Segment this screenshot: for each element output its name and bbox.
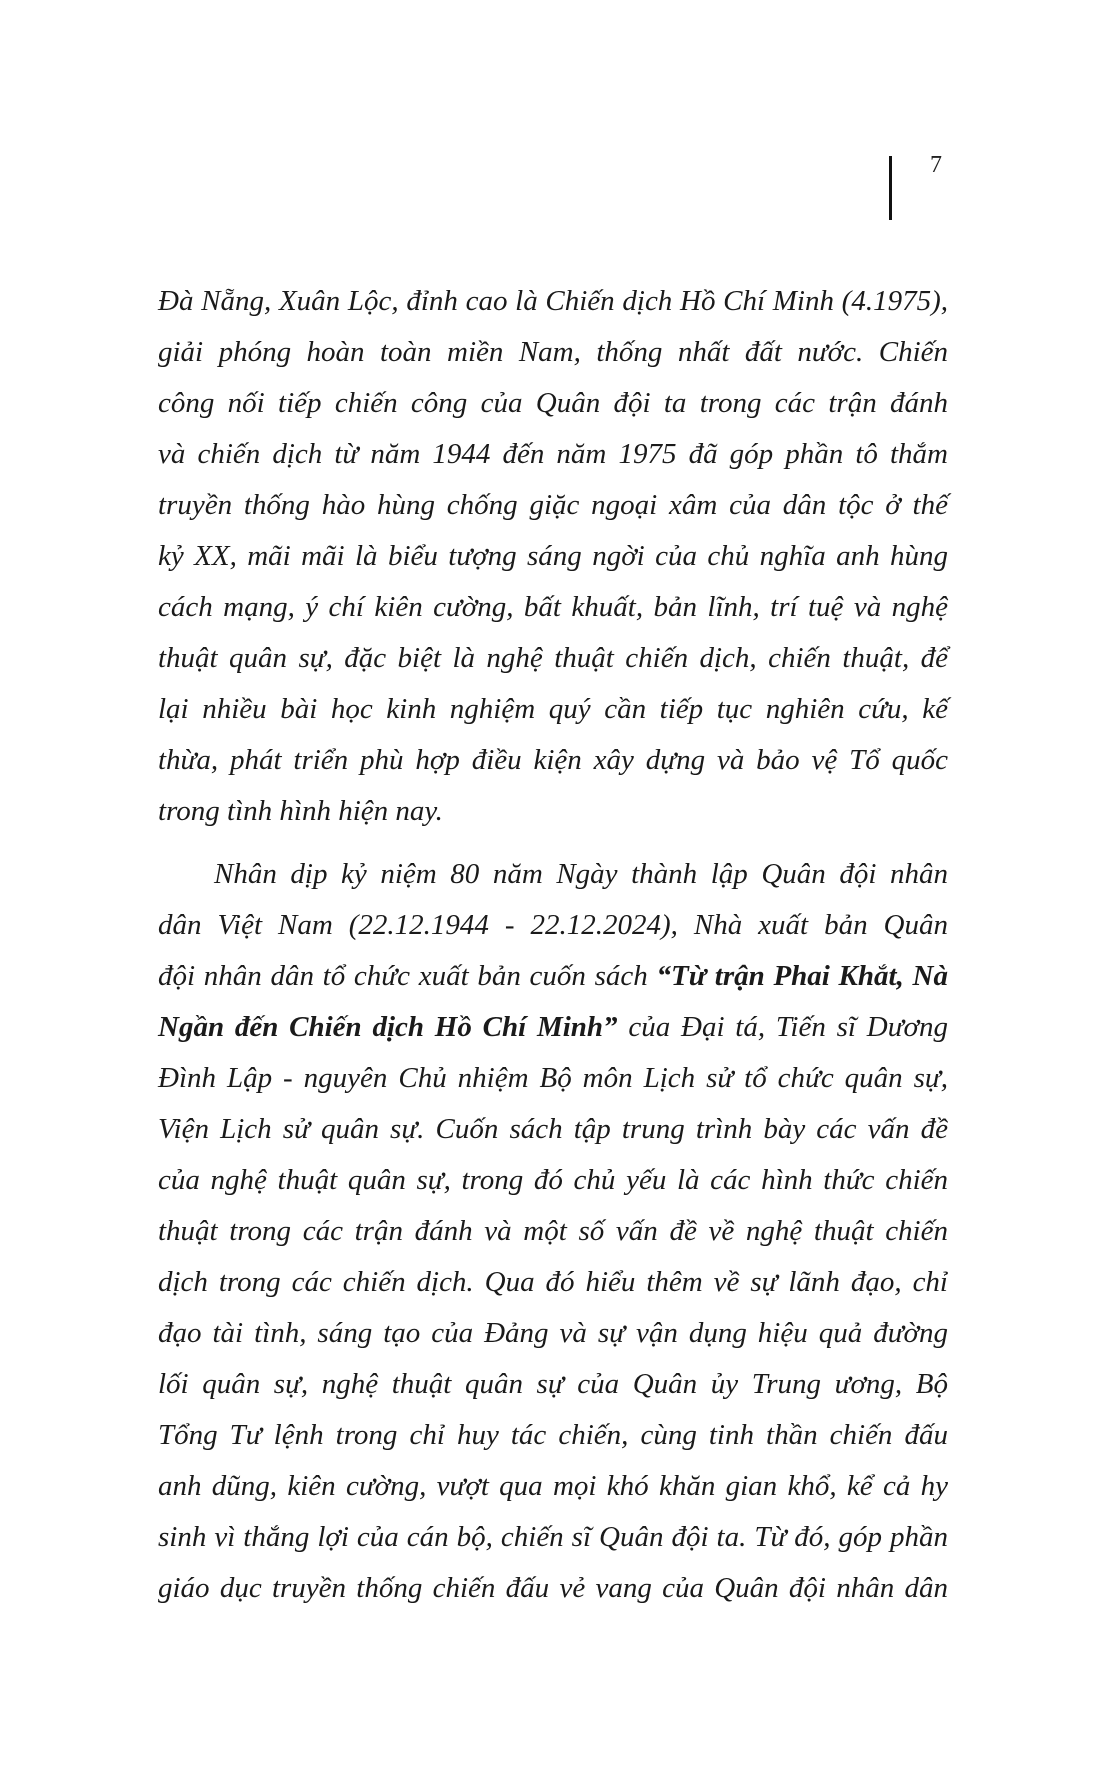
page-number: 7 [930, 152, 942, 178]
text-line [158, 327, 948, 378]
text-segment: đội nhân dân tổ chức xuất bản cuốn sách [158, 960, 657, 992]
text-segment: Nhân dịp kỷ niệm 80 năm Ngày thành lập Quân đội nhân [214, 858, 948, 890]
text-segment: Đà Nẵng, Xuân Lộc, đỉnh cao là Chiến dịch Hồ Chí Minh (4.1975), [158, 285, 948, 317]
text-line [158, 633, 948, 684]
text-line [158, 429, 948, 480]
text-segment: lối quân sự, nghệ thuật quân sự của Quân ủy Trung ương, Bộ [158, 1368, 948, 1400]
paragraph [158, 849, 948, 1614]
text-segment: của nghệ thuật quân sự, trong đó chủ yếu là các hình thức chiến [158, 1164, 948, 1196]
text-line [158, 378, 948, 429]
text-line [158, 1512, 948, 1563]
book-title-text: Ngần đến Chiến dịch Hồ Chí Minh” [158, 1011, 618, 1043]
text-line [158, 1257, 948, 1308]
text-segment: cách mạng, ý chí kiên cường, bất khuất, bản lĩnh, trí tuệ và nghệ [158, 591, 948, 623]
text-line [158, 1104, 948, 1155]
text-segment: Đình Lập - nguyên Chủ nhiệm Bộ môn Lịch sử tổ chức quân sự, [158, 1062, 948, 1094]
text-segment: của Đại tá, Tiến sĩ Dương [617, 1011, 948, 1043]
text-line [158, 951, 948, 1002]
book-title-text: “Từ trận Phai Khắt, Nà [656, 960, 948, 992]
text-segment: kỷ XX, mãi mãi là biểu tượng sáng ngời của chủ nghĩa anh hùng [158, 540, 948, 572]
text-line [158, 900, 948, 951]
text-line [158, 1155, 948, 1206]
text-line [158, 1461, 948, 1512]
text-line [158, 786, 948, 837]
text-line [158, 684, 948, 735]
text-line [158, 1563, 948, 1614]
text-line [158, 1359, 948, 1410]
text-segment: công nối tiếp chiến công của Quân đội ta trong các trận đánh [158, 387, 948, 419]
text-segment: giải phóng hoàn toàn miền Nam, thống nhất đất nước. Chiến [158, 336, 948, 368]
text-line [158, 1410, 948, 1461]
text-segment: đạo tài tình, sáng tạo của Đảng và sự vận dụng hiệu quả đường [158, 1317, 948, 1349]
page-number-divider [889, 156, 892, 220]
text-segment: Viện Lịch sử quân sự. Cuốn sách tập trung trình bày các vấn đề [158, 1113, 948, 1145]
text-segment: và chiến dịch từ năm 1944 đến năm 1975 đã góp phần tô thắm [158, 438, 948, 470]
paragraph [158, 276, 948, 837]
text-line [158, 1002, 948, 1053]
paragraph-gap [158, 837, 948, 849]
text-line [158, 1206, 948, 1257]
text-line [158, 735, 948, 786]
text-segment: dịch trong các chiến dịch. Qua đó hiểu thêm về sự lãnh đạo, chỉ [158, 1266, 948, 1298]
text-segment: thuật trong các trận đánh và một số vấn đề về nghệ thuật chiến [158, 1215, 948, 1247]
text-line [158, 849, 948, 900]
text-line [158, 1308, 948, 1359]
text-segment: thuật quân sự, đặc biệt là nghệ thuật chiến dịch, chiến thuật, để [158, 642, 948, 674]
text-segment: giáo dục truyền thống chiến đấu vẻ vang của Quân đội nhân dân [158, 1572, 948, 1604]
text-segment: dân Việt Nam (22.12.1944 - 22.12.2024), Nhà xuất bản Quân [158, 909, 948, 941]
text-segment: sinh vì thắng lợi của cán bộ, chiến sĩ Quân đội ta. Từ đó, góp phần [158, 1521, 948, 1553]
text-line [158, 582, 948, 633]
text-line [158, 1053, 948, 1104]
text-segment: lại nhiều bài học kinh nghiệm quý cần tiếp tục nghiên cứu, kế [158, 693, 948, 725]
text-line [158, 480, 948, 531]
text-segment: anh dũng, kiên cường, vượt qua mọi khó khăn gian khổ, kể cả hy [158, 1470, 948, 1502]
text-line [158, 531, 948, 582]
text-segment: thừa, phát triển phù hợp điều kiện xây dựng và bảo vệ Tổ quốc [158, 744, 948, 776]
text-line [158, 276, 948, 327]
text-segment: truyền thống hào hùng chống giặc ngoại xâm của dân tộc ở thế [158, 489, 948, 521]
text-segment: Tổng Tư lệnh trong chỉ huy tác chiến, cùng tinh thần chiến đấu [158, 1419, 948, 1451]
body-text [158, 276, 948, 1614]
text-segment: trong tình hình hiện nay. [158, 795, 443, 827]
